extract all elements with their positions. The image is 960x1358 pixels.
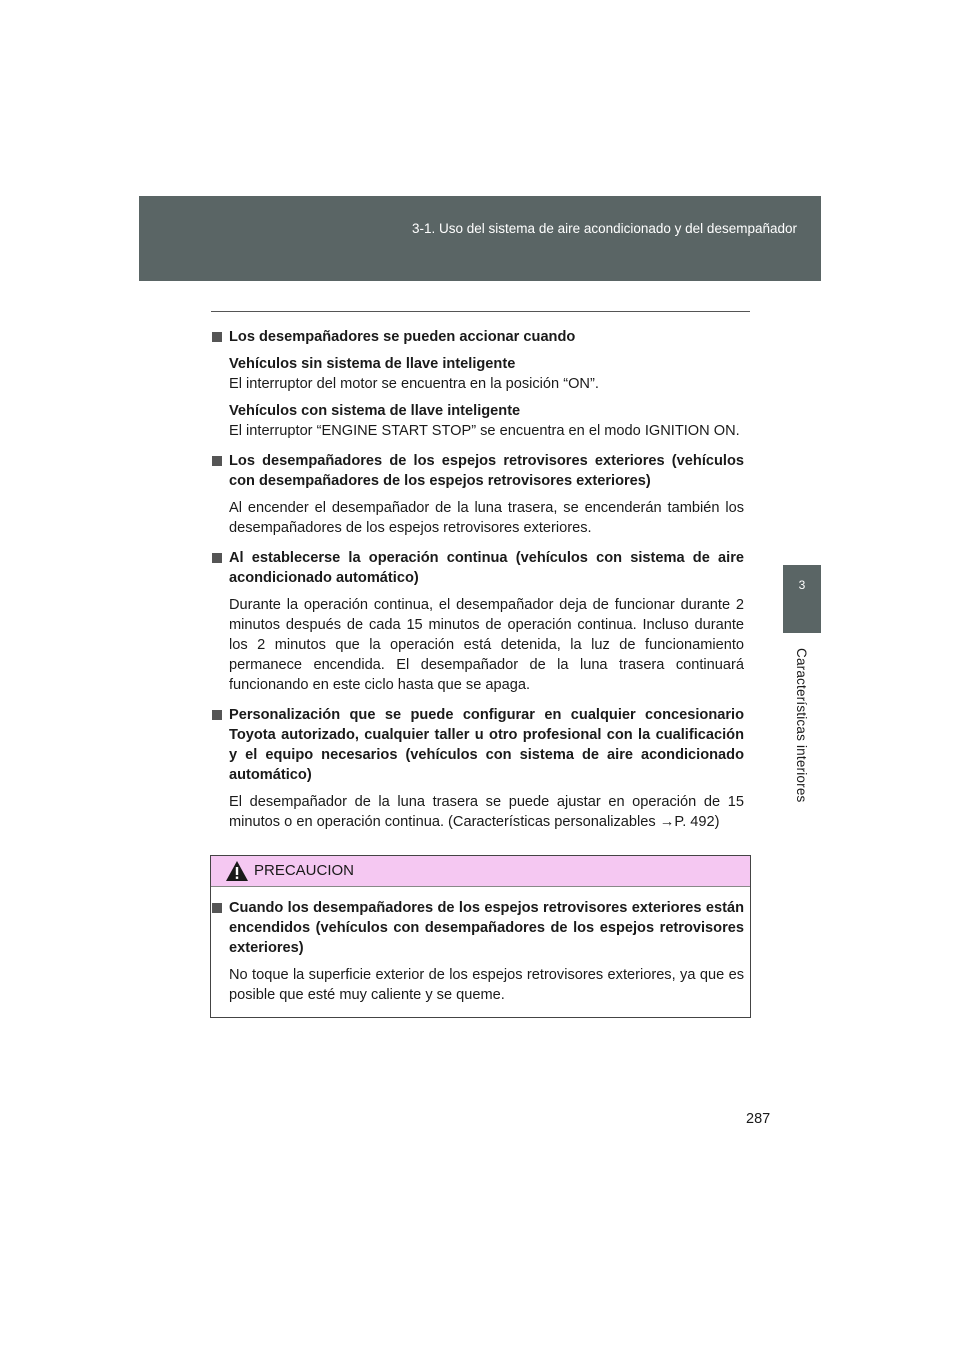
chapter-header-bar	[139, 196, 821, 281]
caution-text: No toque la superficie exterior de los espejos retrovisores exteriores, ya que es posible que esté muy caliente y se queme.	[229, 967, 744, 1003]
section-paragraph	[211, 498, 744, 538]
section-continuous-operation	[211, 548, 744, 695]
caution-box	[210, 855, 751, 1018]
page-number: 287	[746, 1111, 771, 1127]
top-divider	[211, 311, 750, 312]
chapter-title: 3-1. Uso del sistema de aire acondicionado y del desempañador	[412, 221, 797, 236]
section-customization	[211, 705, 744, 832]
chapter-side-label: Características interiores	[794, 648, 809, 803]
square-bullet-icon	[212, 332, 222, 342]
section-paragraph	[211, 354, 744, 394]
caution-title: PRECAUCION	[254, 862, 355, 879]
caution-heading: Cuando los desempañadores de los espejos retrovisores exteriores están encendidos (vehículos con desempañadores de los espejos retrovisores exteriores)	[211, 898, 744, 958]
section-heading: Al establecerse la operación continua (vehículos con sistema de aire acondicionado automático)	[211, 548, 744, 588]
section-heading: Los desempañadores se pueden accionar cuando	[211, 327, 744, 347]
paragraph-text: El interruptor del motor se encuentra en la posición “ON”.	[229, 376, 599, 392]
sub-heading: Vehículos con sistema de llave inteligente	[229, 403, 521, 419]
chapter-tab-number: 3	[798, 578, 806, 592]
sub-heading: Vehículos sin sistema de llave inteligente	[229, 356, 516, 372]
paragraph-text: El interruptor “ENGINE START STOP” se encuentra en el modo IGNITION ON.	[229, 423, 740, 439]
warning-triangle-icon	[225, 860, 249, 882]
section-paragraph	[211, 401, 744, 441]
section-mirror-defoggers	[211, 451, 744, 538]
main-content	[211, 327, 744, 842]
square-bullet-icon	[212, 710, 222, 720]
section-paragraph	[211, 595, 744, 695]
section-heading: Los desempañadores de los espejos retrovisores exteriores (vehículos con desempañadores de los espejos retrovisores exteriores)	[211, 451, 744, 491]
section-paragraph	[211, 792, 744, 832]
square-bullet-icon	[212, 456, 222, 466]
caution-body	[211, 898, 744, 1012]
paragraph-text: Durante la operación continua, el desempañador deja de funcionar durante 2 minutos después de cada 15 minutos de operación continua. Incluso durante los 2 minutos que la operación está detenida, la luz de funcionamiento permanece encendida. El desempañador de la luna trasera continuará funcionando en este ciclo hasta que se apaga.	[229, 597, 744, 693]
caution-header	[211, 856, 750, 887]
chapter-tab[interactable]	[783, 565, 821, 633]
paragraph-text: El desempañador de la luna trasera se puede ajustar en operación de 15 minutos o en operación continua. (Características personalizables →P. 492)	[229, 794, 744, 830]
section-defogger-conditions	[211, 327, 744, 441]
square-bullet-icon	[212, 553, 222, 563]
section-heading: Personalización que se puede configurar en cualquier concesionario Toyota autorizado, cualquier taller u otro profesional con la cualificación y el equipo necesarios (vehículos con sistema de aire acondicionado automático)	[211, 705, 744, 785]
paragraph-text: Al encender el desempañador de la luna trasera, se encenderán también los desempañadores de los espejos retrovisores exteriores.	[229, 500, 744, 536]
square-bullet-icon	[212, 903, 222, 913]
